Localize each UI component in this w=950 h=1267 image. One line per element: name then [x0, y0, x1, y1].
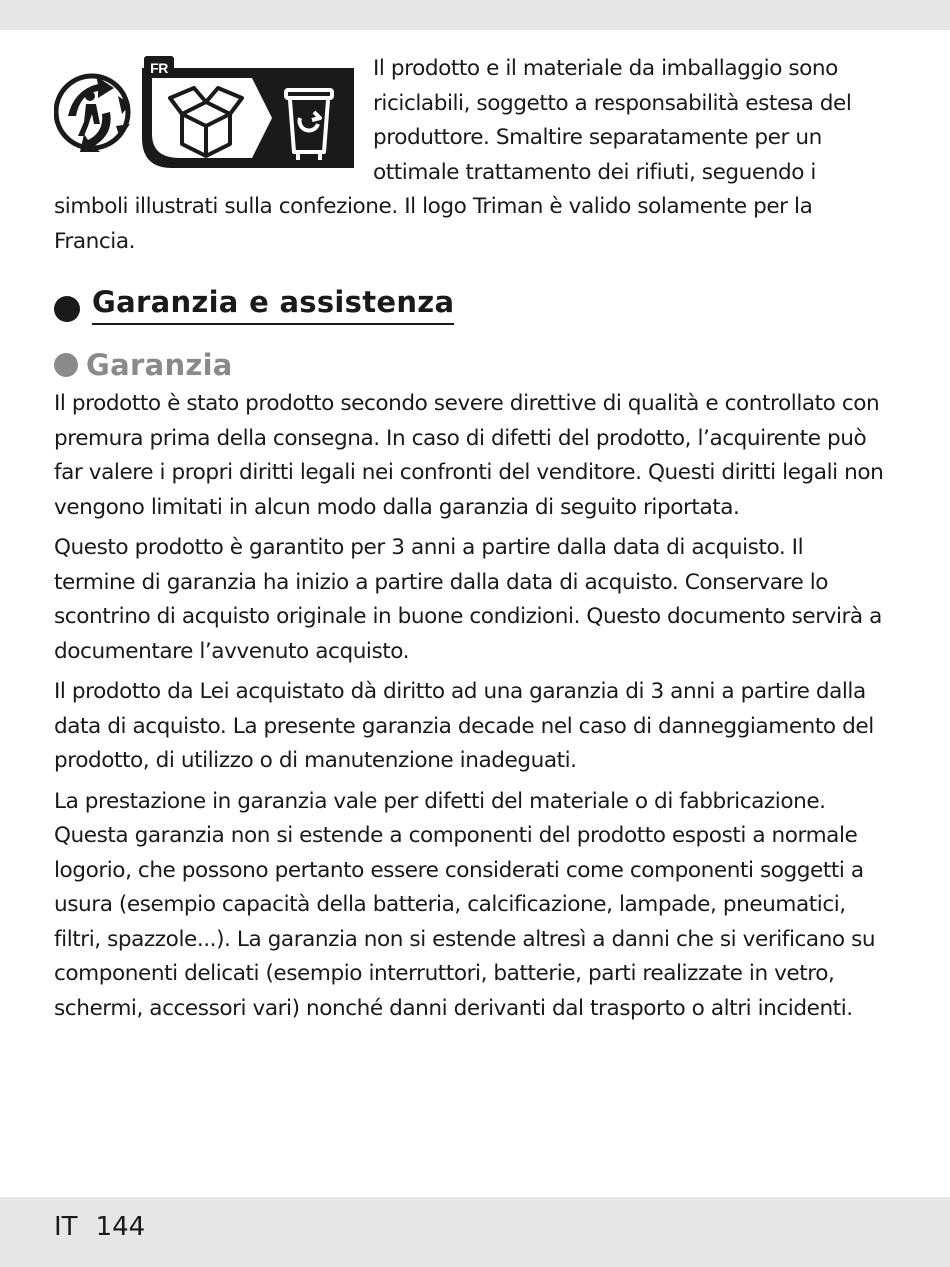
page-footer [54, 1210, 145, 1244]
subsection-heading [54, 345, 886, 385]
warranty-paragraph-4: La prestazione in garanzia vale per difetti del materiale o di fabbricazione. Questa garanzia non si estende a componenti del prodotto esposti a normale logorio, che possono pertanto essere considerati come componenti soggetti a usura (esempio capacità della batteria, calcificazione, lampade, pneumatici, filtri, spazzole...). La garanzia non si estende altresì a danni che si verificano su componenti delicati (esempio interruttori, batterie, parti realizzate in vetro, schermi, accessori vari) nonché danni derivanti dal trasporto o altri incidenti. [54, 788, 876, 1021]
heading-bullet-icon [54, 296, 80, 322]
section-heading [54, 283, 886, 339]
recycling-note: Il prodotto e il materiale da imballaggio sono riciclabili, soggetto a responsabilità estesa del produttore. Smaltire separatamente per un ottimale trattamento dei rifiuti, seguendo i simboli illustrati sulla confezione. Il logo Triman è valido solamente per la Francia. [54, 56, 852, 254]
page-number: 144 [95, 1212, 146, 1242]
triman-recycling-logo [54, 54, 359, 170]
top-band [0, 0, 950, 30]
logo-country-code: FR [150, 60, 168, 76]
triman-figure-icon [56, 76, 130, 156]
subheading-bullet-icon [54, 353, 78, 377]
page-content [54, 52, 886, 1032]
warranty-paragraph-2: Questo prodotto è garantito per 3 anni a partire dalla data di acquisto. Il termine di garanzia ha inizio a partire dalla data di acquisto. Conservare lo scontrino di acquisto originale in buone condizioni. Questo documento servirà a documentare l’avvenuto acquisto. [54, 535, 882, 664]
warranty-paragraph-1: Il prodotto è stato prodotto secondo severe direttive di qualità e controllato con premura prima della consegna. In caso di difetti del prodotto, l’acquirente può far valere i propri diritti legali nei confronti del venditore. Questi diritti legali non vengono limitati in alcun modo dalla garanzia di seguito riportata. [54, 391, 884, 520]
footer-language: IT [54, 1212, 78, 1242]
section-heading-text: Garanzia e assistenza [92, 283, 454, 325]
warranty-paragraph-3: Il prodotto da Lei acquistato dà diritto ad una garanzia di 3 anni a partire dalla data di acquisto. La presente garanzia decade nel caso di danneggiamento del prodotto, di utilizzo o di manutenzione inadeguati. [54, 679, 874, 773]
subsection-heading-text: Garanzia [86, 348, 233, 382]
